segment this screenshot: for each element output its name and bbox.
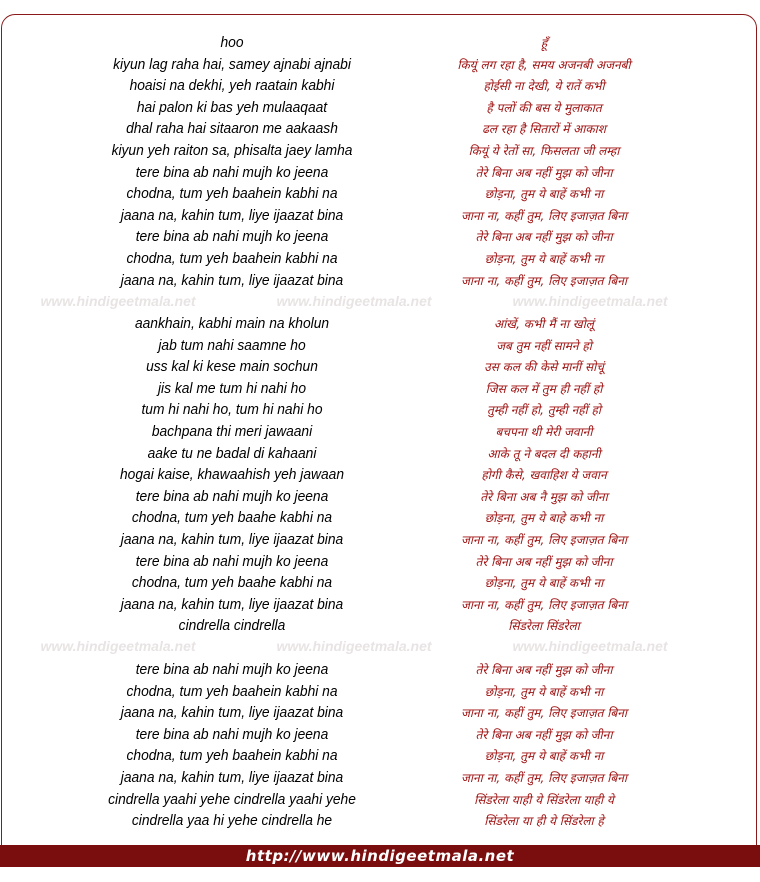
lyric-line-hindi: जाना ना, कहीं तुम, लिए इजाज़त बिना (460, 273, 628, 288)
lyric-line-hindi: जाना ना, कहीं तुम, लिए इजाज़त बिना (460, 771, 628, 785)
lyric-line-hindi: तेरे बिना अब नहीं मुझ को जीना (475, 165, 613, 180)
watermark-row (0, 638, 760, 654)
lyric-line-hindi: हूँ (540, 36, 548, 50)
lyric-line-english: chodna, tum yeh baahe kabhi na (131, 509, 333, 527)
lyric-line-english: uss kal ki kese main sochun (146, 358, 318, 376)
lyric-line-hindi: जिस कल में तुम ही नहीं हो (485, 381, 603, 396)
lyric-line-english: chodna, tum yeh baahein kabhi na (126, 185, 338, 203)
lyric-line-hindi: कियूं लग रहा है, समय अजनबी अजनबी (457, 57, 631, 72)
lyric-line-hindi: तेरे बिना अब नहीं मुझ को जीना (475, 230, 613, 245)
lyric-line-hindi: उस कल की केसे मानीं सोचूं (484, 360, 604, 375)
lyric-line-hindi: आके तू ने बदल दी कहानी (487, 446, 601, 461)
lyric-line-hindi: आंखें, कभी मैं ना खोलूं (494, 317, 594, 331)
lyric-line-english: tere bina ab nahi mujh ko jeena (135, 552, 329, 570)
lyric-line-english: jaana na, kahin tum, liye ijaazat bina (120, 704, 344, 722)
lyric-line-english: jis kal me tum hi nahi ho (157, 379, 307, 397)
watermark-row (0, 293, 760, 309)
lyric-line-hindi: तुम्ही नहीं हो, तुम्ही नहीं हो (486, 403, 601, 418)
lyric-line-english: jaana na, kahin tum, liye ijaazat bina (120, 769, 344, 786)
lyric-line-english: kiyun lag raha hai, samey ajnabi ajnabi (113, 55, 351, 73)
lyric-line-english: jaana na, kahin tum, liye ijaazat bina (120, 531, 344, 548)
lyric-line-english: chodna, tum yeh baahe kabhi na (131, 574, 333, 592)
lyric-line-hindi: होगी कैसे, खवाहिश ये जवान (481, 468, 607, 483)
lyric-line-hindi: तेरे बिना अब नहीं मुझ को जीना (475, 554, 613, 569)
lyric-line-hindi: जाना ना, कहीं तुम, लिए इजाज़त बिना (460, 208, 628, 223)
lyric-line-english: jaana na, kahin tum, liye ijaazat bina (120, 206, 344, 224)
lyric-line-hindi: छोड़ना, तुम ये बाहें कभी ना (484, 252, 604, 266)
lyric-line-english: tum hi nahi ho, tum hi nahi ho (141, 401, 323, 419)
lyric-line-english: cindrella cindrella (178, 617, 286, 635)
lyric-line-english: cindrella yaahi yehe cindrella yaahi yehe (108, 790, 356, 808)
watermark-text: www.hindigeetmala.net (512, 293, 668, 309)
lyric-line-english: tere bina ab nahi mujh ko jeena (135, 661, 329, 678)
lyric-line-hindi: छोड़ना, तुम ये बाहें कभी ना (484, 684, 604, 699)
lyric-line-english: kiyun yeh raiton sa, phisalta jaey lamha (111, 142, 353, 159)
lyric-line-english: tere bina ab nahi mujh ko jeena (135, 228, 329, 246)
lyric-line-hindi: होईसी ना देखी, ये रातें कभी (483, 79, 605, 94)
lyric-line-hindi: तेरे बिना अब नै मुझ को जीना (480, 489, 608, 504)
lyric-line-english: jab tum nahi saamne ho (158, 336, 306, 354)
lyric-line-hindi: जाना ना, कहीं तुम, लिए इजाज़त बिना (460, 706, 628, 721)
lyric-line-hindi: है पलों की बस ये मुलाकात (486, 100, 602, 115)
watermark-text: www.hindigeetmala.net (40, 638, 196, 654)
lyric-line-hindi: छोड़ना, तुम ये बाहें कभी ना (484, 749, 604, 764)
lyric-line-hindi: तेरे बिना अब नहीं मुझ को जीना (475, 727, 613, 742)
lyric-line-hindi: छोड़ना, तुम ये बाहे कभी ना (484, 511, 604, 526)
lyric-line-english: jaana na, kahin tum, liye ijaazat bina (120, 595, 344, 613)
lyric-line-english: bachpana thi meri jawaani (151, 423, 313, 440)
lyric-line-english: dhal raha hai sitaaron me aakaash (126, 120, 338, 138)
lyric-line-hindi: छोड़ना, तुम ये बाहें कभी ना (484, 187, 604, 202)
lyric-line-english: chodna, tum yeh baahein kabhi na (126, 682, 338, 700)
lyric-line-english: tere bina ab nahi mujh ko jeena (135, 487, 329, 505)
lyric-line-hindi: जाना ना, कहीं तुम, लिए इजाज़त बिना (460, 597, 628, 612)
lyric-line-english: tere bina ab nahi mujh ko jeena (135, 163, 329, 181)
lyric-line-english: chodna, tum yeh baahein kabhi na (126, 747, 338, 765)
lyric-line-english: chodna, tum yeh baahein kabhi na (126, 250, 338, 267)
watermark-text: www.hindigeetmala.net (276, 293, 432, 309)
lyric-line-english: jaana na, kahin tum, liye ijaazat bina (120, 271, 344, 289)
lyric-line-english: hoo (220, 34, 244, 51)
watermark-text: www.hindigeetmala.net (276, 638, 432, 654)
lyric-line-english: hoaisi na dekhi, yeh raatain kabhi (129, 77, 335, 95)
lyric-line-hindi: तेरे बिना अब नहीं मुझ को जीना (475, 663, 613, 677)
lyric-line-hindi: जाना ना, कहीं तुम, लिए इजाज़त बिना (460, 533, 628, 547)
watermark-text: www.hindigeetmala.net (512, 638, 668, 654)
lyric-line-english: tere bina ab nahi mujh ko jeena (135, 725, 329, 743)
lyric-line-hindi: जब तुम नहीं सामने हो (496, 338, 592, 353)
lyric-line-hindi: सिंडरेला सिंडरेला (508, 619, 580, 634)
lyric-line-english: aankhain, kabhi main na kholun (134, 315, 330, 332)
lyric-line-english: cindrella yaa hi yehe cindrella he (131, 812, 333, 830)
footer-url[interactable]: http://www.hindigeetmala.net (0, 845, 760, 867)
lyric-line-english: hai palon ki bas yeh mulaaqaat (136, 98, 328, 116)
watermark-text: www.hindigeetmala.net (40, 293, 196, 309)
lyric-line-hindi: सिंडरेला याही ये सिंडरेला याही ये (474, 792, 614, 807)
lyric-line-hindi: ढल रहा है सितारों में आकाश (482, 122, 606, 137)
lyric-line-hindi: बचपना थी मेरी जवानी (495, 425, 593, 439)
lyric-line-hindi: छोड़ना, तुम ये बाहें कभी ना (484, 576, 604, 591)
lyric-line-hindi: कियूं ये रेतों सा, फिसलता जी लम्हा (468, 144, 620, 158)
lyric-line-english: hogai kaise, khawaahish yeh jawaan (119, 466, 345, 484)
lyric-line-english: aake tu ne badal di kahaani (147, 444, 317, 462)
lyric-line-hindi: सिंडरेला या ही ये सिंडरेला हे (484, 814, 604, 829)
